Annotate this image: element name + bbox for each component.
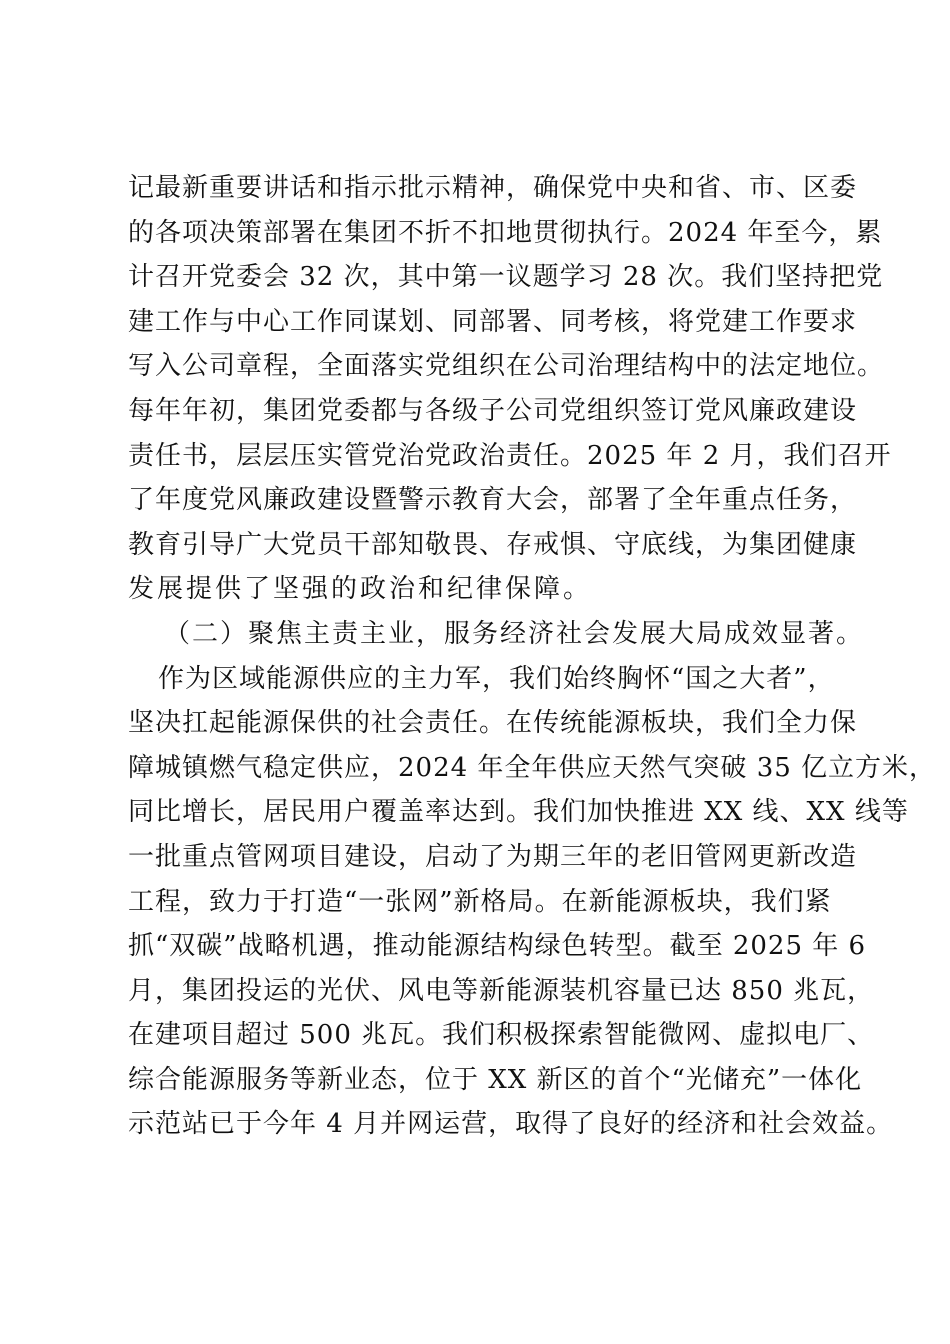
text-line: 在建项目超过 500 兆瓦。我们积极探索智能微网、虚拟电厂、 (128, 1020, 875, 1051)
section-heading: （二）聚焦主责主业，服务经济社会发展大局成效显著。 (164, 618, 865, 649)
text-line: 作为区域能源供应的主力军，我们始终胸怀“国之大者”， (158, 663, 835, 694)
text-line: 同比增长，居民用户覆盖率达到。我们加快推进 XX 线、XX 线等 (128, 797, 909, 828)
text-line: 坚决扛起能源保供的社会责任。在传统能源板块，我们全力保 (128, 708, 858, 739)
document-body (128, 166, 937, 1147)
text-line: 了年度党风廉政建设暨警示教育大会，部署了全年重点任务， (128, 485, 858, 516)
text-line: 障城镇燃气稳定供应，2024 年全年供应天然气突破 35 亿立方米， (128, 752, 937, 783)
text-line: 每年年初，集团党委都与各级子公司党组织签订党风廉政建设 (128, 395, 858, 426)
text-line: 写入公司章程，全面落实党组织在公司治理结构中的法定地位。 (128, 351, 885, 382)
text-line: 记最新重要讲话和指示批示精神，确保党中央和省、市、区委 (128, 173, 858, 203)
text-line: 责任书，层层压实管党治党政治责任。2025 年 2 月，我们召开 (128, 440, 892, 471)
text-line: 教育引导广大党员干部知敬畏、存戒惧、守底线，为集团健康 (128, 529, 858, 560)
paragraph-party-building (128, 166, 892, 612)
text-line: 月，集团投运的光伏、风电等新能源装机容量已达 850 兆瓦， (128, 975, 875, 1006)
text-line: 发展提供了坚强的政治和纪律保障。 (128, 574, 593, 605)
text-line: 示范站已于今年 4 月并网运营，取得了良好的经济和社会效益。 (128, 1109, 894, 1140)
text-line: 综合能源服务等新业态，位于 XX 新区的首个“光储充”一体化 (128, 1064, 863, 1095)
text-line: 工程，致力于打造“一张网”新格局。在新能源板块，我们紧 (128, 886, 832, 917)
text-line: 建工作与中心工作同谋划、同部署、同考核，将党建工作要求 (128, 306, 858, 337)
text-line: 计召开党委会 32 次，其中第一议题学习 28 次。我们坚持把党 (128, 262, 884, 293)
paragraph-energy-supply (128, 657, 937, 1148)
text-line: 抓“双碳”战略机遇，推动能源结构绿色转型。截至 2025 年 6 (128, 931, 867, 962)
text-line: 一批重点管网项目建设，启动了为期三年的老旧管网更新改造 (128, 841, 858, 872)
text-line: 的各项决策部署在集团不折不扣地贯彻执行。2024 年至今，累 (128, 217, 883, 248)
